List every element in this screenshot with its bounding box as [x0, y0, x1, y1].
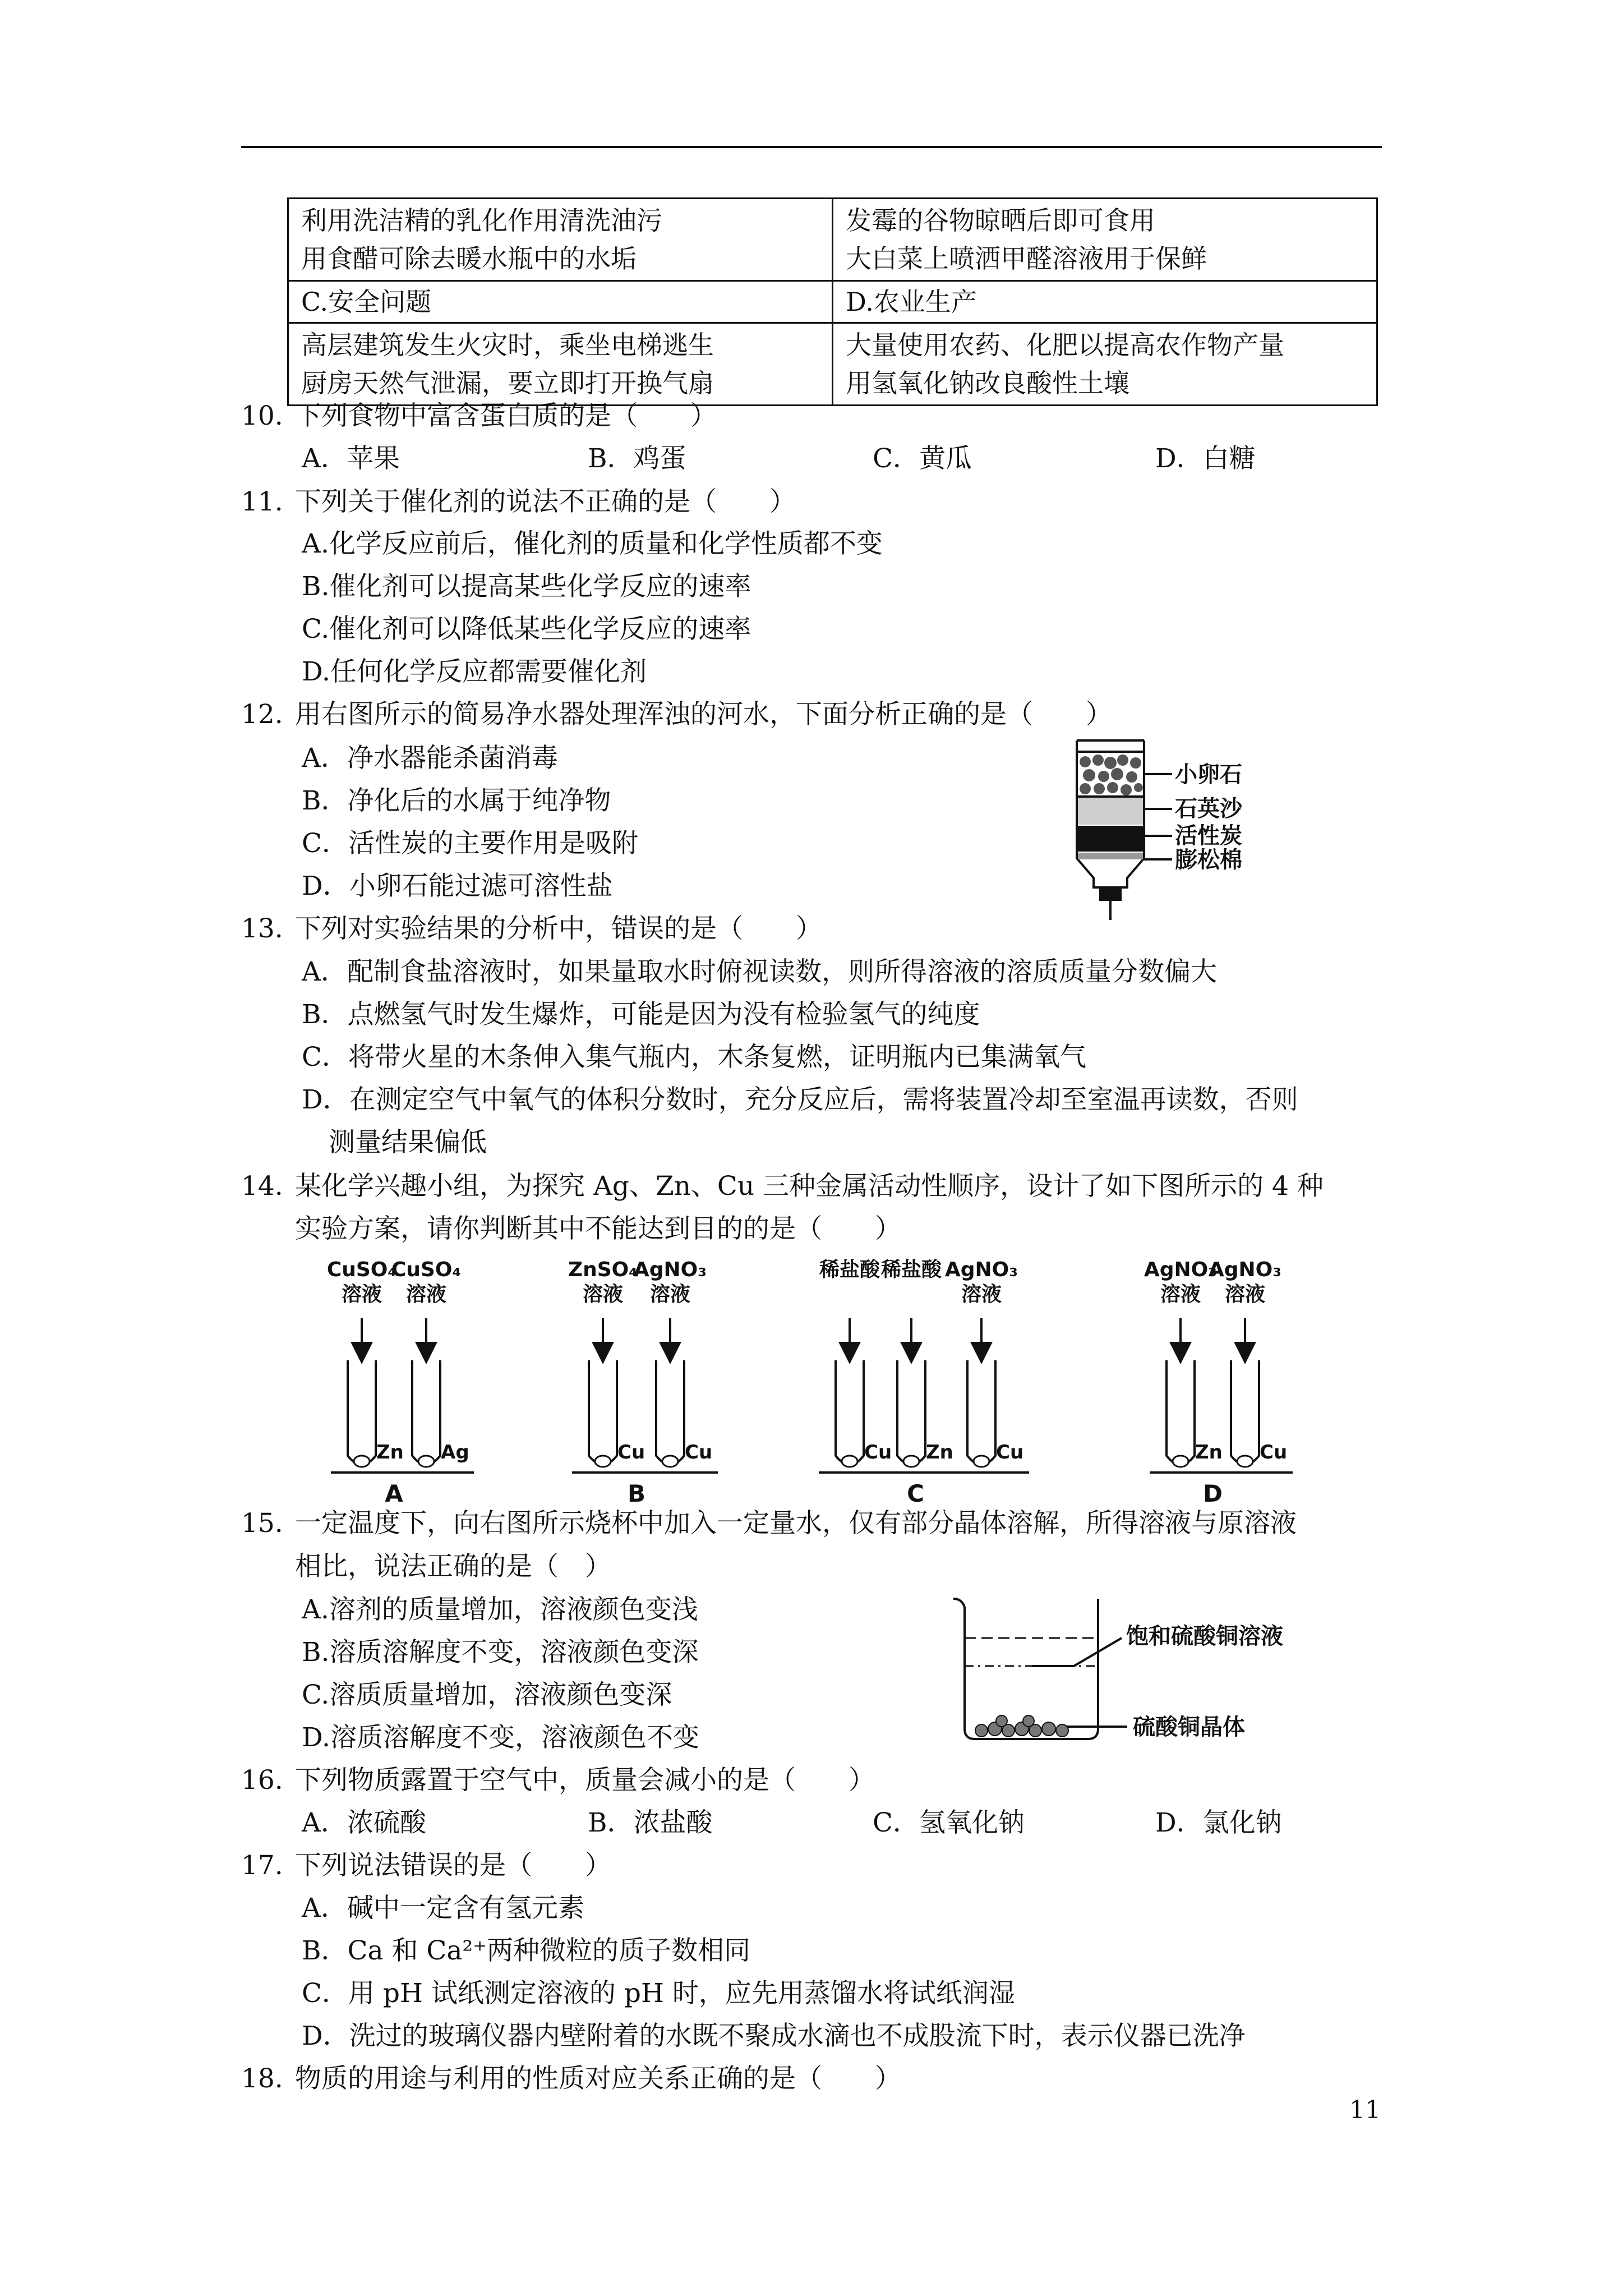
option-c: C．氢氧化钠	[873, 1807, 1025, 1838]
option-a: A．苹果	[302, 443, 400, 474]
page-number: 11	[1349, 2096, 1381, 2124]
option-d: D．白糖	[1155, 443, 1256, 474]
experiment-panel-b	[568, 1258, 718, 1503]
beaker-figure	[948, 1582, 1340, 1750]
test-tube	[1166, 1360, 1195, 1465]
reagent-label: ZnSO₄	[568, 1258, 638, 1281]
metal-piece	[974, 1456, 989, 1467]
metal-label: Cu	[996, 1441, 1024, 1464]
reagent-label: AgNO₃	[1144, 1258, 1218, 1281]
label-quartz-sand: 石英沙	[1175, 796, 1242, 822]
reagent-label: AgNO₃	[633, 1258, 707, 1281]
metal-piece	[418, 1456, 434, 1467]
question-number: 13.	[241, 913, 283, 944]
q17-option-d: D．洗过的玻璃仪器内壁附着的水既不聚成水滴也不成股流下时，表示仪器已洗净	[302, 2021, 1246, 2051]
option-a: A．浓硫酸	[302, 1807, 426, 1838]
metal-label: Zn	[1195, 1441, 1223, 1464]
reagent-label: AgNO₃	[944, 1258, 1018, 1281]
panel-letter: B	[627, 1480, 646, 1503]
metal-piece	[595, 1456, 611, 1467]
water-filter-figure	[1054, 729, 1290, 937]
q11-option-d: D.任何化学反应都需要催化剂	[302, 656, 647, 687]
q11-option-a: A.化学反应前后，催化剂的质量和化学性质都不变	[302, 528, 883, 559]
reagent-label: 溶液	[961, 1283, 1002, 1306]
q17-option-c: C．用 pH 试纸测定溶液的 pH 时，应先用蒸馏水将试纸润湿	[302, 1978, 1015, 2009]
question-number: 11.	[241, 486, 283, 517]
q15-option-d: D.溶质溶解度不变，溶液颜色不变	[302, 1722, 699, 1753]
question-17	[241, 1849, 611, 1883]
metal-label: Zn	[376, 1441, 404, 1464]
panel-letter: A	[385, 1480, 403, 1503]
metal-label: Cu	[864, 1441, 892, 1464]
q17-option-b: B．Ca 和 Ca²⁺两种微粒的质子数相同	[302, 1935, 751, 1966]
table-row	[288, 281, 1377, 323]
metal-activity-figure	[314, 1257, 1413, 1503]
q15-option-b: B.溶质溶解度不变，溶液颜色变深	[302, 1637, 699, 1668]
test-tube	[412, 1360, 440, 1465]
question-14	[241, 1170, 1324, 1203]
reagent-label: 溶液	[582, 1283, 624, 1306]
q11-option-c: C.催化剂可以降低某些化学反应的速率	[302, 614, 751, 645]
experiment-panel-a	[327, 1258, 474, 1503]
table-cell: 大量使用农药、化肥以提高农作物产量 用氢氧化钠改良酸性土壤	[833, 323, 1377, 406]
q15-option-c: C.溶质质量增加，溶液颜色变深	[302, 1680, 672, 1710]
q13-option-d-continued: 测量结果偏低	[329, 1127, 487, 1158]
metal-label: Zn	[926, 1441, 953, 1464]
question-number: 17.	[241, 1850, 283, 1881]
reagent-label: 溶液	[405, 1283, 447, 1306]
test-tube	[836, 1360, 864, 1465]
metal-piece	[662, 1456, 678, 1467]
reagent-label: 溶液	[341, 1283, 382, 1306]
q17-option-a: A．碱中一定含有氢元素	[302, 1893, 584, 1924]
question-10	[241, 399, 717, 433]
metal-piece	[1173, 1456, 1188, 1467]
reagent-label: CuSO₄	[391, 1258, 462, 1281]
question-15-stem-line2: 相比，说法正确的是（ ）	[295, 1551, 611, 1582]
question-stem: 下列物质露置于空气中，质量会减小的是（ ）	[295, 1765, 875, 1796]
test-tube	[348, 1360, 376, 1465]
question-number: 12.	[241, 699, 283, 730]
option-d: D．氯化钠	[1155, 1807, 1282, 1838]
question-number: 16.	[241, 1765, 283, 1796]
q9-options-table	[287, 197, 1378, 406]
metal-label: Ag	[441, 1441, 469, 1464]
question-16	[241, 1764, 875, 1797]
q12-option-c: C．活性炭的主要作用是吸附	[302, 828, 638, 859]
label-pebbles: 小卵石	[1175, 762, 1242, 788]
table-row	[288, 199, 1377, 281]
reagent-label: 溶液	[1224, 1283, 1266, 1306]
reagent-label: AgNO₃	[1208, 1258, 1282, 1281]
q15-option-a: A.溶剂的质量增加，溶液颜色变浅	[302, 1594, 698, 1625]
option-b: B．鸡蛋	[588, 443, 686, 474]
table-cell: 利用洗洁精的乳化作用清洗油污 用食醋可除去暖水瓶中的水垢	[288, 199, 833, 281]
metal-piece	[903, 1456, 919, 1467]
question-15	[241, 1507, 1297, 1540]
q13-option-c: C．将带火星的木条伸入集气瓶内，木条复燃，证明瓶内已集满氧气	[302, 1042, 1086, 1073]
q13-option-b: B．点燃氢气时发生爆炸，可能是因为没有检验氢气的纯度	[302, 999, 980, 1030]
question-stem: 某化学兴趣小组，为探究 Ag、Zn、Cu 三种金属活动性顺序，设计了如下图所示的 4 种	[295, 1171, 1324, 1202]
header-rule	[241, 146, 1382, 148]
question-number: 15.	[241, 1508, 283, 1539]
metal-label: Cu	[1260, 1441, 1288, 1464]
reagent-label: 溶液	[649, 1283, 691, 1306]
question-stem: 一定温度下，向右图所示烧杯中加入一定量水，仅有部分晶体溶解，所得溶液与原溶液	[295, 1508, 1297, 1539]
question-stem: 物质的用途与利用的性质对应关系正确的是（ ）	[295, 2063, 901, 2094]
metal-piece	[1237, 1456, 1253, 1467]
q10-options	[302, 442, 1256, 476]
q12-option-b: B．净化后的水属于纯净物	[302, 785, 611, 816]
metal-label: Cu	[617, 1441, 645, 1464]
table-row	[288, 323, 1377, 406]
q11-option-b: B.催化剂可以提高某些化学反应的速率	[302, 571, 751, 602]
reagent-label: CuSO₄	[326, 1258, 397, 1281]
test-tube	[589, 1360, 617, 1465]
q12-option-a: A．净水器能杀菌消毒	[302, 743, 558, 774]
question-stem: 用右图所示的简易净水器处理浑浊的河水，下面分析正确的是（ ）	[295, 699, 1112, 730]
test-tube	[1231, 1360, 1259, 1465]
question-number: 18.	[241, 2063, 283, 2094]
question-13	[241, 912, 822, 946]
question-stem: 下列食物中富含蛋白质的是（ ）	[295, 401, 717, 431]
test-tube	[656, 1360, 684, 1465]
label-activated-carbon: 活性炭	[1175, 823, 1242, 849]
test-tube	[967, 1360, 995, 1465]
reagent-label: 溶液	[1160, 1283, 1201, 1306]
panel-letter: C	[907, 1480, 924, 1503]
metal-piece	[842, 1456, 857, 1467]
test-tube	[897, 1360, 925, 1465]
metal-piece	[354, 1456, 370, 1467]
question-18	[241, 2062, 901, 2096]
reagent-label: 稀盐酸	[880, 1258, 942, 1281]
table-cell: D.农业生产	[833, 281, 1377, 323]
reagent-label: 稀盐酸	[819, 1258, 880, 1281]
option-c: C．黄瓜	[873, 443, 972, 474]
q13-option-d: D．在测定空气中氧气的体积分数时，充分反应后，需将装置冷却至室温再读数，否则	[302, 1084, 1298, 1115]
table-cell: 高层建筑发生火灾时，乘坐电梯逃生 厨房天然气泄漏，要立即打开换气扇	[288, 323, 833, 406]
question-12	[241, 698, 1112, 731]
q12-option-d: D．小卵石能过滤可溶性盐	[302, 871, 613, 901]
question-stem: 下列对实验结果的分析中，错误的是（ ）	[295, 913, 822, 944]
question-stem: 下列说法错误的是（ ）	[295, 1850, 611, 1881]
question-number: 14.	[241, 1171, 283, 1202]
label-cotton: 膨松棉	[1175, 847, 1242, 873]
q13-option-a: A．配制食盐溶液时，如果量取水时俯视读数，则所得溶液的溶质质量分数偏大	[302, 956, 1217, 987]
metal-label: Cu	[685, 1441, 713, 1464]
experiment-panel-c	[819, 1258, 1029, 1503]
question-number: 10.	[241, 401, 283, 431]
q16-options	[302, 1806, 1282, 1840]
question-14-stem-line2: 实验方案，请你判断其中不能达到目的的是（ ）	[295, 1213, 901, 1244]
table-cell: 发霉的谷物晾晒后即可食用 大白菜上喷洒甲醛溶液用于保鲜	[833, 199, 1377, 281]
label-saturated-solution: 饱和硫酸铜溶液	[1126, 1623, 1283, 1649]
question-stem: 下列关于催化剂的说法不正确的是（ ）	[295, 486, 796, 517]
panel-letter: D	[1203, 1480, 1223, 1503]
table-cell: C.安全问题	[288, 281, 833, 323]
option-b: B．浓盐酸	[588, 1807, 713, 1838]
experiment-panel-d	[1144, 1258, 1293, 1503]
question-11	[241, 485, 796, 519]
label-copper-sulfate-crystal: 硫酸铜晶体	[1133, 1714, 1245, 1740]
